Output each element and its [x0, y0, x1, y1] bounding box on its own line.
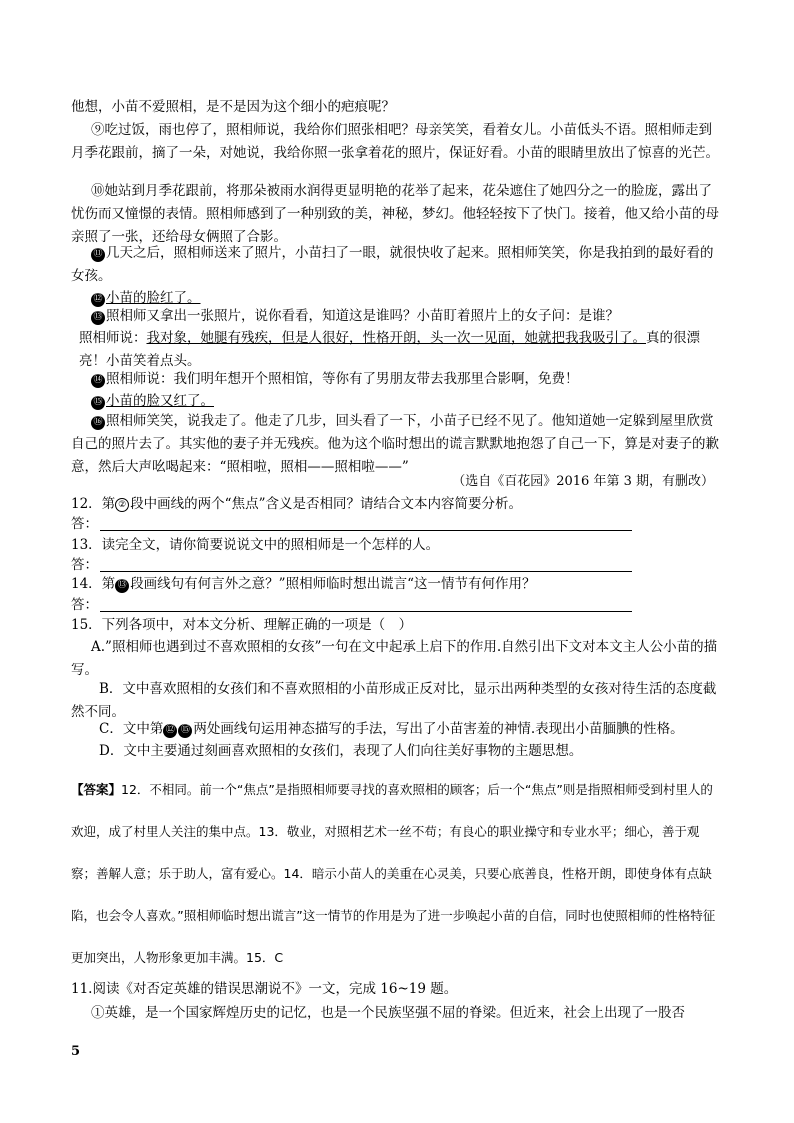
answer-line[interactable]: 答：	[71, 514, 632, 534]
paragraph-13-continued: 照相师说：我对象，她腿有残疾，但是人很好，性格开朗，头一次一见面，她就把我我吸引了。真的很漂亮！小苗笑着点头。	[79, 330, 700, 369]
next-question-heading: 11.阅读《对否定英雄的错误思潮说不》一文，完成 16~19 题。	[71, 981, 458, 997]
option-d[interactable]: D．文中主要通过刻画喜欢照相的女孩们，表现了人们向往美好事物的主题思想。	[99, 743, 583, 759]
answer-line[interactable]: 答：	[71, 595, 632, 615]
option-b[interactable]: B．文中喜欢照相的女孩们和不喜欢照相的小苗形成正反对比，显示出两种类型的女孩对待生活的态度截然不同。	[71, 681, 717, 720]
paragraph-number: ①	[91, 1005, 105, 1021]
question-13: 13．读完全文，请你简要说说文中的照相师是一个怎样的人。	[71, 537, 440, 553]
question-14: 14．第 ⑬ 段画线句有何言外之意？”照相师临时想出谎言“这一情节有何作用？	[71, 576, 536, 592]
option-a[interactable]: A.”照相师也遇到过不喜欢照相的女孩”一句在文中起承上启下的作用.自然引出下文对本文主人公小苗的描写。	[71, 639, 718, 678]
paragraph-number: ⑮	[91, 396, 105, 410]
answer-block: 【答案】12．不相同。前一个“焦点”是指照相师要寻找的喜欢照相的顾客；后一个“焦点”则是指照相师受到村里人的欢迎，成了村里人关注的集中点。13．敬业，对照相艺术一丝不苟；有良心的职业操守和专业水平；细心，善于观察；善解人意；乐于助人，富有爱心。14．暗示小苗人的美重在心灵美，只要心底善良，性格开朗，即使身体有点缺陷，也会令人喜欢。”照相师临时想出谎言”这一情节的作用是为了进一步唤起小苗的自信，同时也使照相师的性格特征更加突出，人物形象更加丰满。15．C	[71, 782, 716, 965]
underlined-sentence: 小苗的脸红了。	[106, 290, 201, 306]
underlined-sentence: 小苗的脸又红了。	[106, 393, 214, 409]
question-12: 12．第 ② 段中画线的两个“焦点”含义是否相同？请结合文本内容简要分析。	[71, 496, 522, 512]
paragraph-10: ⑩她站到月季花跟前，将那朵被雨水润得更显明艳的花举了起来，花朵遮住了她四分之一的脸庞，露出了忧伤而又憧憬的表情。照相师感到了一种别致的美，神秘，梦幻。他轻轻按下了快门。接着，他又给小苗的母亲照了一张，还给母女俩照了合影。	[71, 183, 719, 245]
paragraph-number: ⑩	[91, 183, 105, 199]
paragraph-16: ⑯ 照相师笑笑，说我走了。他走了几步，回头看了一下，小苗子已经不见了。他知道她一定躲到屋里欣赏自己的照片去了。其实他的妻子并无残疾。他为这个临时想出的谎言默默地抱怨了自己一下，算是对妻子的歉意，然后大声吆喝起来：“照相啦，照相——照相啦——”	[71, 413, 719, 475]
paragraph-11: ⑪ 几天之后，照相师送来了照片，小苗扫了一眼，就很快收了起来。照相师笑笑，你是我拍到的最好看的女孩。	[71, 245, 714, 284]
paragraph-number: ⑯	[91, 416, 105, 430]
paragraph-number: ⑫	[91, 293, 105, 307]
paragraph-number: ⑨	[91, 122, 105, 138]
paragraph-14: ⑭ 照相师说：我们明年想开个照相馆，等你有了男朋友带去我那里合影啊，免费！	[71, 368, 721, 391]
paragraph-number: ⑭	[91, 374, 105, 388]
paragraph-number: ⑪	[91, 248, 105, 262]
answer-line[interactable]: 答：	[71, 555, 632, 575]
paragraph-intro: 他想，小苗不爱照相，是不是因为这个细小的疤痕呢？	[71, 99, 395, 115]
option-c[interactable]: C．文中第 ⑫ ⑮ 两处画线句运用神态描写的手法，写出了小苗害羞的神情.表现出小苗腼腆的性格。	[99, 721, 684, 737]
paragraph-13: ⑬ 照相师又拿出一张照片，说你看看，知道这是谁吗？小苗盯着照片上的女子问：是谁？	[71, 305, 721, 328]
paragraph-9: ⑨吃过饭，雨也停了，照相师说，我给你们照张相吧？母亲笑笑，看着女儿。小苗低头不语。照相师走到月季花跟前，摘了一朵，对她说，我给你照一张拿着花的照片，保证好看。小苗的眼睛里放出了惊喜的光芒。	[71, 122, 719, 161]
paragraph-number: ⑬	[91, 311, 105, 325]
source-citation: （选自《百花园》2016 年第 3 期，有删改）	[452, 474, 714, 489]
next-paragraph-1: ①英雄，是一个国家辉煌历史的记忆，也是一个民族坚强不屈的脊梁。但近来，社会上出现了一股否	[91, 1005, 685, 1021]
page-number: 5	[71, 1044, 81, 1059]
answer-label: 【答案】	[71, 782, 122, 797]
underlined-sentence: 我对象，她腿有残疾，但是人很好，性格开朗，头一次一见面，她就把我我吸引了。	[146, 330, 646, 346]
question-15: 15．下列各项中，对本文分析、理解正确的一项是（ ）	[71, 617, 413, 633]
